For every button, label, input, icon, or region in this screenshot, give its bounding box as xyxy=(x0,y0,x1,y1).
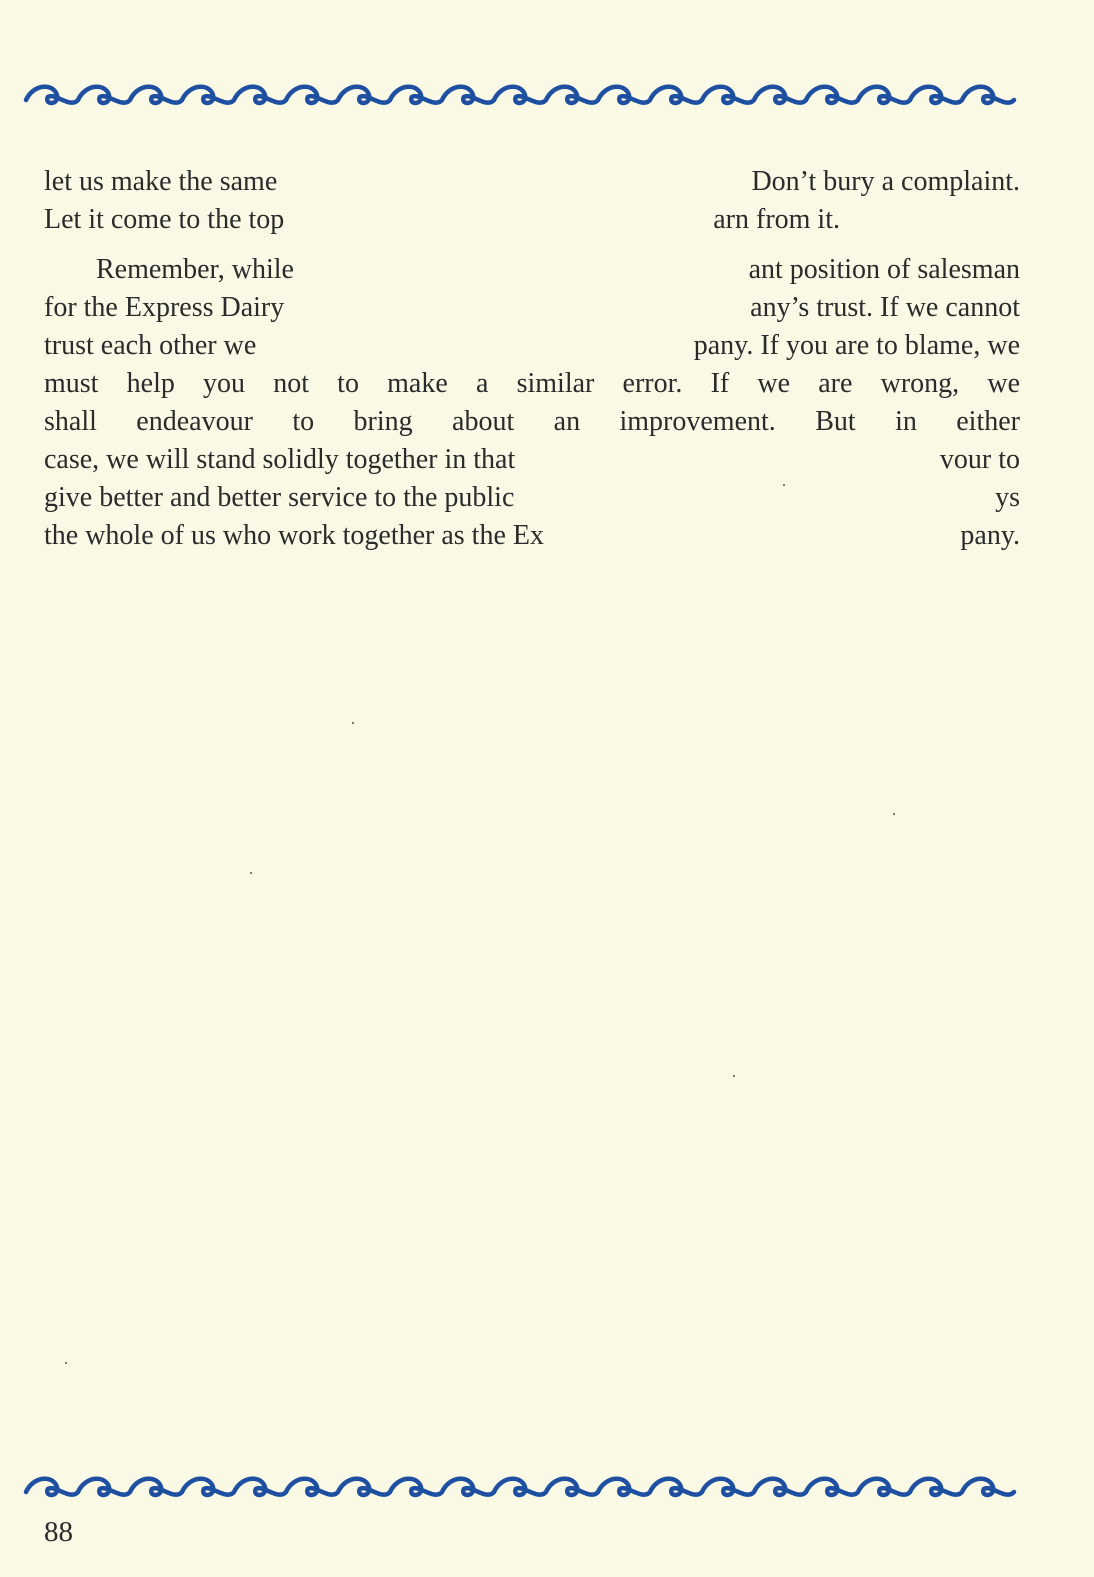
text-fragment: the whole of us who work together as the Ex xyxy=(44,520,544,551)
text-line xyxy=(44,201,1020,239)
text-fragment: Remember, while xyxy=(96,254,294,285)
text-line xyxy=(44,251,1020,289)
text-line xyxy=(44,327,1020,365)
text-fragment: let us make the same xyxy=(44,166,278,197)
page-number: 88 xyxy=(44,1516,73,1548)
paper-speck xyxy=(250,872,252,874)
body-text xyxy=(44,163,1020,555)
paper-speck xyxy=(352,722,354,724)
text-fragment: any’s trust. If we cannot xyxy=(750,292,1020,323)
wave-ornament-bottom xyxy=(22,1470,1032,1504)
text-fragment: case, we will stand solidly together in that xyxy=(44,444,516,475)
text-fragment: vour to xyxy=(939,444,1020,475)
text-line xyxy=(44,517,1020,555)
paper-speck xyxy=(783,484,785,486)
text-fragment: pany. xyxy=(960,520,1020,551)
text-fragment: Don’t bury a complaint. xyxy=(751,166,1020,197)
wave-ornament-top xyxy=(22,78,1032,112)
text-line xyxy=(44,365,1020,403)
text-line xyxy=(44,441,1020,479)
bottom-ornamental-border xyxy=(22,1470,1032,1504)
text-fragment: arn from it. xyxy=(713,204,840,235)
text-line xyxy=(44,403,1020,441)
top-ornamental-border xyxy=(22,78,1032,112)
text-fragment: for the Express Dairy xyxy=(44,292,285,323)
text-fragment: must help you not to make a similar error. If we are wrong, we xyxy=(44,368,1020,399)
text-fragment: pany. If you are to blame, we xyxy=(693,330,1020,361)
text-fragment: trust each other we xyxy=(44,330,257,361)
text-line xyxy=(44,289,1020,327)
text-fragment: ant position of salesman xyxy=(748,254,1020,285)
text-fragment: ys xyxy=(995,482,1020,513)
text-line xyxy=(44,479,1020,517)
text-fragment: shall endeavour to bring about an improvement. But in either xyxy=(44,406,1020,437)
text-fragment: give better and better service to the public xyxy=(44,482,515,513)
paper-speck xyxy=(733,1075,735,1077)
paper-speck xyxy=(65,1362,67,1364)
text-line xyxy=(44,163,1020,201)
text-fragment: Let it come to the top xyxy=(44,204,285,235)
paper-speck xyxy=(893,813,895,815)
